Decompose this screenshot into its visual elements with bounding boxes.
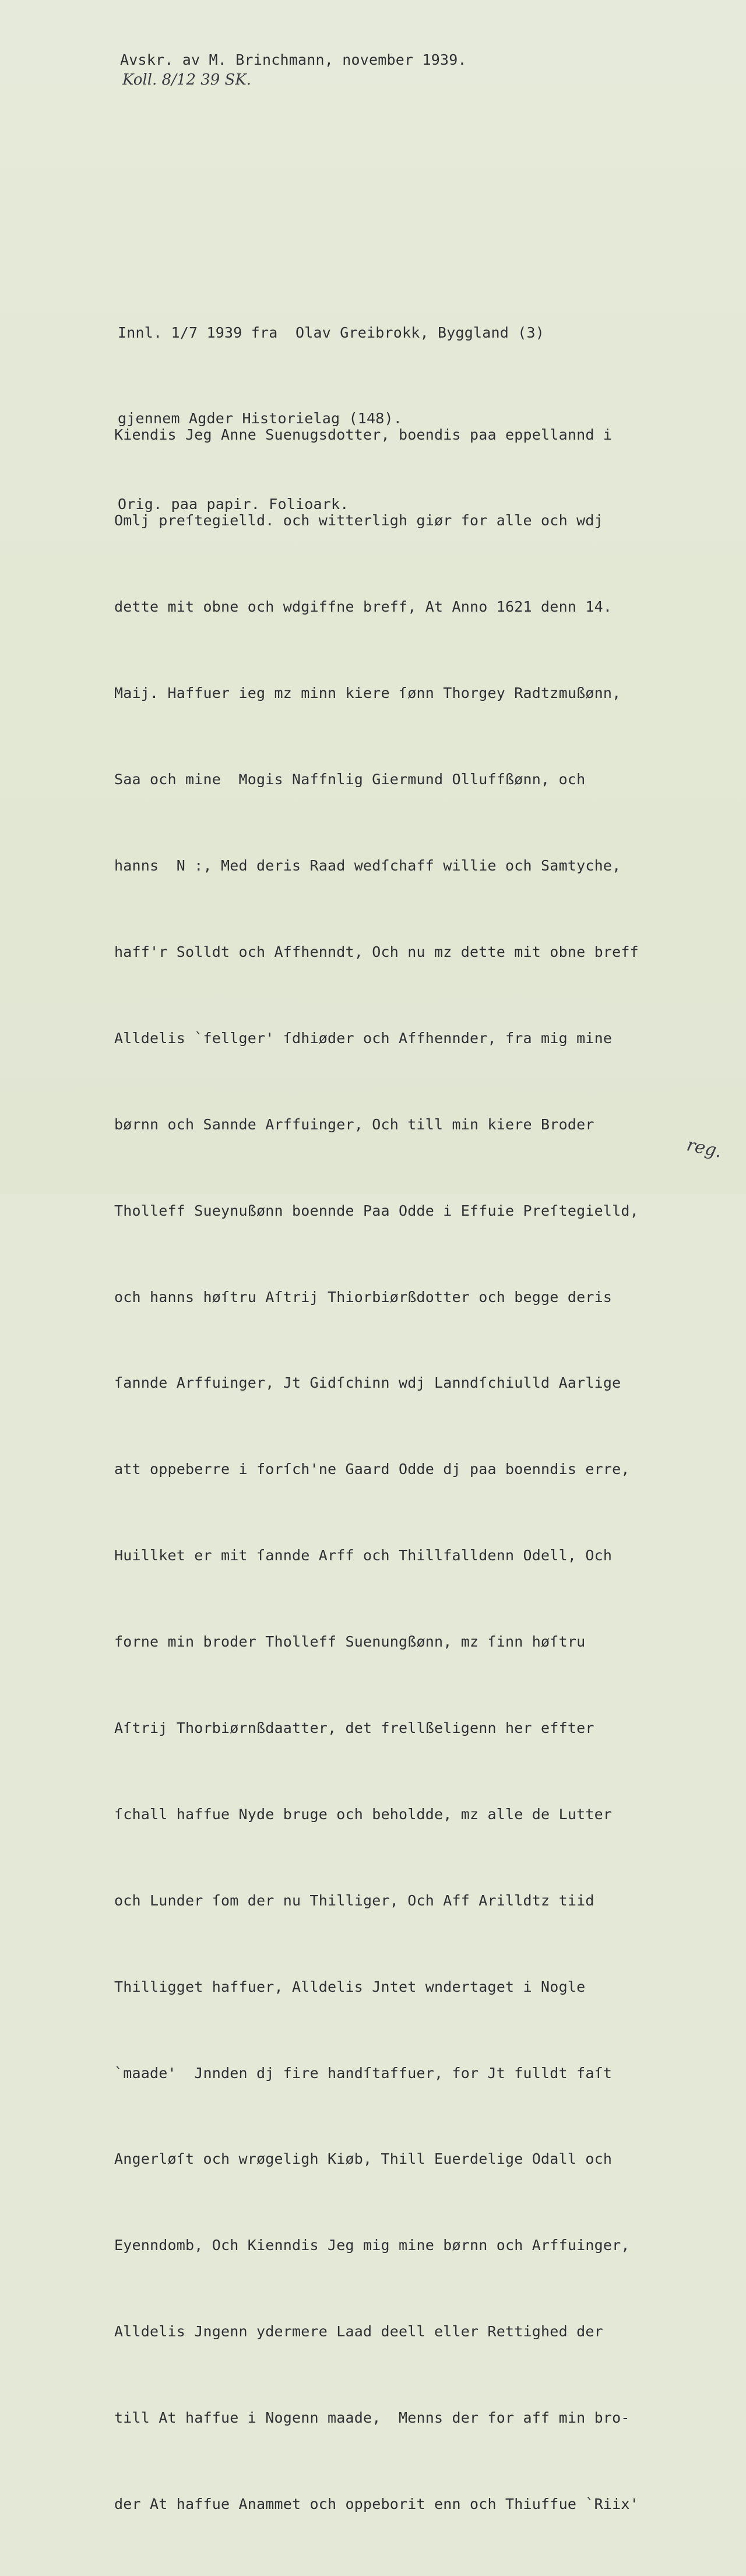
body-line: hanns N :, Med deris Raad wedſchaff willie och Samtyche, bbox=[114, 857, 621, 875]
body-line: Alldelis `fellger' ſdhiøder och Affhennder, fra mig mine bbox=[114, 1029, 613, 1047]
body-line: Kiendis Jeg Anne Suenugsdotter, boendis paa eppellannd i bbox=[114, 426, 613, 443]
body-line: Huillket er mit ſannde Arff och Thillfalldenn Odell, Och bbox=[114, 1547, 613, 1564]
body-line: Tholleff Sueynußønn boennde Paa Odde i Effuie Preſtegielld, bbox=[114, 1202, 639, 1219]
intro-line: Innl. 1/7 1939 fra Olav Greibrokk, Byggland (3) bbox=[118, 324, 545, 341]
body-line: Aſtrij Thorbiørnßdaatter, det frellßeligenn her effter bbox=[114, 1719, 594, 1736]
body-line: ſchall haffue Nyde bruge och beholdde, mz alle de Lutter bbox=[114, 1805, 613, 1823]
body-line: att oppeberre i forſch'ne Gaard Odde dj paa boenndis erre, bbox=[114, 1461, 630, 1478]
body-line: Thilligget haffuer, Alldelis Jntet wndertaget i Nogle bbox=[114, 1978, 586, 1995]
body-line: och hanns høſtru Aſtrij Thiorbiørßdotter och begge deris bbox=[114, 1288, 613, 1305]
intro-line: Orig. paa papir. Folioark. bbox=[118, 496, 349, 513]
collation-note: Koll. 8/12 39 SK. bbox=[122, 71, 252, 89]
body-line: forne min broder Tholleff Suenungßønn, mz ſinn høſtru bbox=[114, 1633, 586, 1651]
body-line: Maij. Haffuer ieg mz minn kiere ſønn Thorgey Radtzmußønn, bbox=[114, 685, 621, 702]
body-line: der At haffue Anammet och oppeborit enn och Thiuffue `Riix' bbox=[114, 2495, 639, 2512]
body-line: Saa och mine Mogis Naffnlig Giermund Olluffßønn, och bbox=[114, 771, 586, 788]
intro-line: gjennem Agder Historielag (148). bbox=[118, 410, 403, 427]
body-line: Eyenndomb, Och Kienndis Jeg mig mine børnn och Arffuinger, bbox=[114, 2237, 630, 2254]
body-line: `maade' Jnnden dj fire handſtaffuer, for Jt fulldt faſt bbox=[114, 2064, 613, 2082]
body-line: dette mit obne och wdgiffne breff, At Anno 1621 denn 14. bbox=[114, 598, 613, 616]
body-line: Omlj preſtegielld. och witterligh giør for alle och wdj bbox=[114, 512, 603, 529]
body-line: haff'r Solldt och Affhenndt, Och nu mz dette mit obne breff bbox=[114, 943, 639, 960]
document-body bbox=[114, 363, 639, 2576]
margin-note-reg: reg. bbox=[685, 1135, 724, 1162]
body-line: børnn och Sannde Arffuinger, Och till min kiere Broder bbox=[114, 1115, 594, 1133]
body-line: och Lunder ſom der nu Thilliger, Och Aff Arilldtz tiid bbox=[114, 1891, 594, 1909]
body-line: till At haffue i Nogenn maade, Menns der for aff min bro- bbox=[114, 2409, 630, 2427]
body-line: Alldelis Jngenn ydermere Laad deell eller Rettighed der bbox=[114, 2323, 603, 2340]
transcription-note: Avskr. av M. Brinchmann, november 1939. bbox=[120, 51, 467, 68]
body-line: ſannde Arffuinger, Jt Gidſchinn wdj Lanndſchiulld Aarlige bbox=[114, 1374, 621, 1392]
body-line: Angerløſt och wrøgeligh Kiøb, Thill Euerdelige Odall och bbox=[114, 2150, 613, 2168]
